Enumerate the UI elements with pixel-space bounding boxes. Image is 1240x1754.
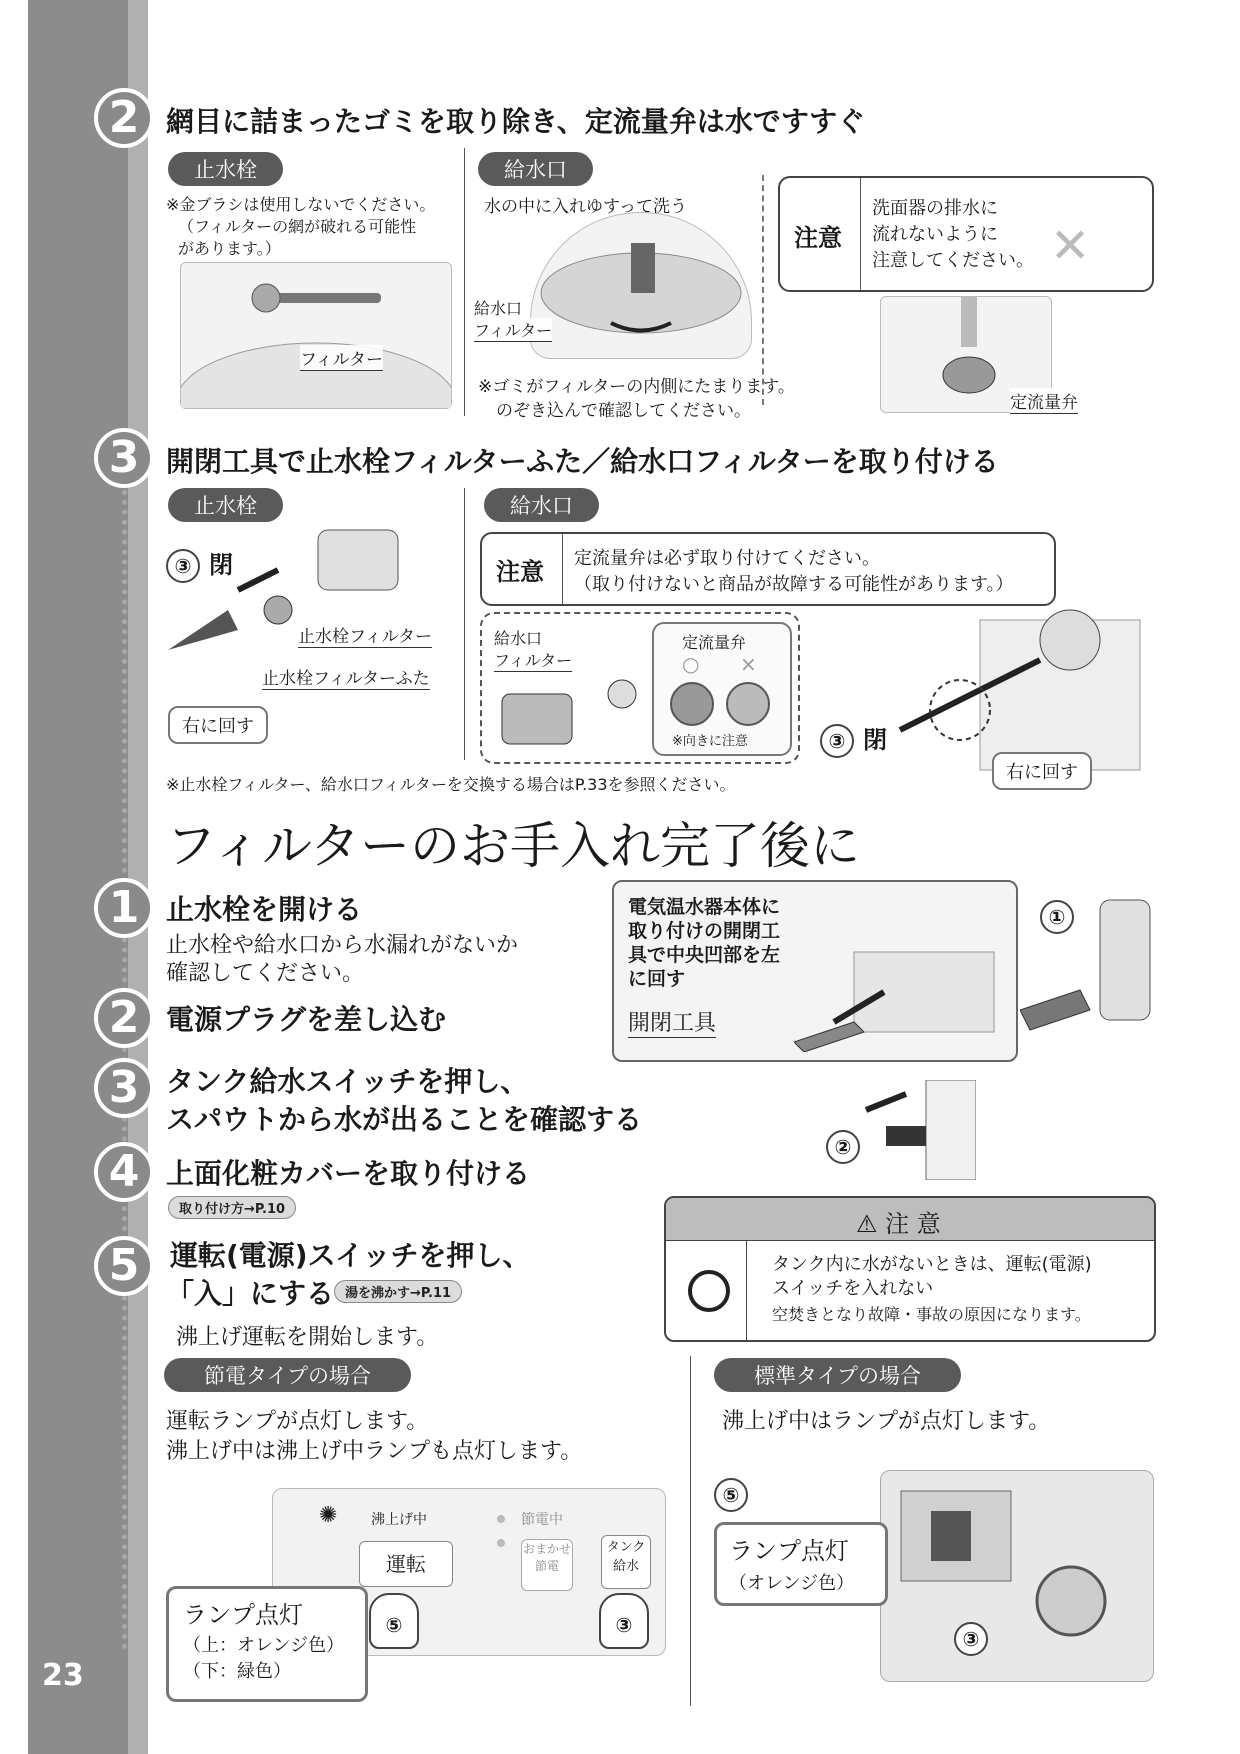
basin-illustration	[531, 213, 751, 358]
turn-right-callout: 右に回す	[992, 752, 1092, 790]
step-desc: 沸上げ運転を開始します。	[176, 1325, 439, 1350]
circle-number: ②	[826, 1130, 860, 1164]
auto-save-button[interactable]	[521, 1539, 573, 1591]
section-title: 開閉工具で止水栓フィルターふた／給水口フィルターを取り付ける	[166, 445, 999, 478]
footnote: ※止水栓フィルター、給水口フィルターを交換する場合はP.33を参照ください。	[166, 775, 736, 794]
step-title: 止水栓を開ける	[166, 893, 363, 926]
column-divider	[464, 488, 465, 760]
footnote: のぞき込んで確認してください。	[496, 401, 751, 421]
sidebar-stripe	[128, 0, 148, 1754]
step-title: スパウトから水が出ることを確認する	[166, 1103, 643, 1136]
caution-text: 洗面器の排水に	[872, 198, 998, 219]
turn-right-callout: 右に回す	[168, 706, 268, 744]
inlet-label: フィルター	[494, 648, 572, 672]
warning-title-text: 注 意	[885, 1210, 941, 1238]
page-ref[interactable]: 取り付け方→P.10	[168, 1196, 296, 1219]
illustration-plug	[826, 1080, 976, 1180]
cover-label: 止水栓フィルターふた	[262, 664, 430, 690]
lamp-burst-icon: ✺	[319, 1503, 338, 1528]
illustration-basin	[530, 212, 752, 359]
caution-heading: 注意	[794, 224, 842, 252]
lamp-label: ランプ点灯	[183, 1601, 303, 1629]
label-pill: 節電タイプの場合	[164, 1358, 411, 1392]
stopcock-open-illustration	[1020, 880, 1170, 1050]
press-number: ③	[615, 1613, 633, 1637]
valve-title: 定流量弁	[682, 633, 747, 652]
circle-number: ③	[166, 549, 200, 583]
warning-text: 空焚きとなり故障・事故の原因になります。	[772, 1305, 1091, 1324]
lamp-color: （オレンジ色）	[729, 1573, 855, 1594]
prohibited-icon	[688, 1270, 730, 1312]
standard-desc: 沸上げ中はランプが点灯します。	[722, 1409, 1051, 1434]
page-ref[interactable]: 湯を沸かす→P.11	[334, 1280, 462, 1303]
saving-desc: 沸上げ中は沸上げ中ランプも点灯します。	[166, 1439, 583, 1464]
page-number: 23	[42, 1658, 84, 1693]
label-pill: 給水口	[478, 152, 593, 186]
tool-text: 具で中央凹部を左	[628, 944, 781, 966]
step-title: タンク給水スイッチを押し、	[166, 1065, 529, 1098]
circle-number: ①	[1040, 900, 1074, 934]
step-title: 電源プラグを差し込む	[166, 1003, 447, 1036]
ng-mark: ×	[740, 652, 757, 676]
illustration-stopcock-open	[1020, 880, 1170, 1050]
label-pill: 止水栓	[168, 152, 283, 186]
label-pill: 止水栓	[168, 488, 283, 522]
fig-label: フィルター	[474, 318, 552, 342]
lamp-callout	[714, 1522, 888, 1606]
step-desc: 止水栓や給水口から水漏れがないか	[166, 933, 519, 958]
lamp-callout	[166, 1586, 368, 1702]
filter-label: フィルター	[300, 345, 383, 371]
tank-fill-button[interactable]	[601, 1535, 651, 1589]
tool-text: 取り付けの開閉工	[628, 920, 781, 942]
panel-label: 節電中	[521, 1512, 563, 1528]
step-title: 運転(電源)スイッチを押し、	[170, 1239, 531, 1272]
ok-mark: ○	[682, 652, 700, 676]
circle-number: ③	[954, 1622, 988, 1656]
step-title: 「入」にする	[166, 1277, 335, 1310]
finger-press-icon	[369, 1593, 419, 1649]
step-desc: 確認してください。	[166, 961, 365, 986]
auto-save-label: おまかせ	[522, 1542, 571, 1556]
close-label: 閉	[209, 551, 234, 579]
column-divider	[464, 148, 465, 416]
label-pill: 給水口	[484, 488, 599, 522]
caution-box	[778, 176, 1154, 292]
circle-number: ③	[820, 724, 854, 758]
inlet-label: 給水口	[494, 629, 543, 648]
tool-name: 開閉工具	[628, 1006, 716, 1038]
step-number: 3	[94, 428, 154, 488]
note: ※金ブラシは使用しないでください。	[166, 195, 436, 214]
step-number: 5	[94, 1236, 154, 1296]
tool-text: に回す	[628, 968, 686, 990]
saving-desc: 運転ランプが点灯します。	[166, 1409, 429, 1434]
valve-orientation-box	[652, 622, 792, 756]
valve-label: 定流量弁	[1010, 388, 1078, 414]
tool-text: 電気温水器本体に	[628, 896, 781, 918]
valve-ok-icon	[670, 682, 714, 726]
caution-divider	[860, 178, 861, 290]
fig-label: 給水口	[474, 299, 523, 318]
column-divider	[690, 1356, 691, 1706]
indicator-dot	[497, 1515, 505, 1523]
standard-panel-illustration	[881, 1471, 1153, 1681]
valve-ng-icon	[726, 682, 770, 726]
step-number: 2	[94, 988, 154, 1048]
caution-text: 定流量弁は必ず取り付けてください。	[574, 548, 880, 569]
warning-box	[664, 1196, 1156, 1342]
illustration-brush	[180, 262, 452, 409]
footnote: ※ゴミがフィルターの内側にたまります。	[478, 377, 795, 397]
close-label: 閉	[863, 726, 888, 754]
step-title: 上面化粧カバーを取り付ける	[166, 1157, 531, 1190]
orientation-note: ※向きに注意	[672, 734, 748, 749]
caution-heading: 注意	[496, 558, 544, 586]
step-number: 4	[94, 1142, 154, 1202]
inlet-filter-illustration	[492, 674, 642, 754]
label-pill: 標準タイプの場合	[714, 1358, 961, 1392]
run-button[interactable]: 運転	[359, 1541, 453, 1587]
note: があります。）	[178, 239, 281, 258]
note: 水の中に入れゆすって洗う	[484, 197, 687, 217]
caution-text: 流れないように	[872, 224, 998, 245]
lamp-label: ランプ点灯	[729, 1537, 849, 1565]
step-number: 3	[94, 1058, 154, 1118]
warning-text: スイッチを入れない	[772, 1278, 934, 1299]
panel-label: 沸上げ中	[371, 1512, 427, 1528]
tank-fill-label: 給水	[612, 1559, 639, 1574]
inlet-detail-box	[480, 612, 800, 764]
circle-number: ⑤	[714, 1478, 748, 1512]
caution-divider	[562, 534, 563, 604]
lamp-color: （上：オレンジ色）	[183, 1635, 345, 1656]
prohibit-cross-icon: ✕	[1050, 218, 1091, 274]
filter-label: 止水栓フィルター	[298, 622, 432, 648]
warning-triangle-icon: ⚠	[856, 1210, 886, 1238]
page-heading: フィルターのお手入れ完了後に	[166, 817, 860, 875]
finger-press-icon	[599, 1593, 649, 1649]
section-title: 網目に詰まったゴミを取り除き、定流量弁は水ですすぐ	[166, 105, 866, 138]
warning-title	[856, 1204, 941, 1239]
lamp-color: （下：緑色）	[183, 1661, 291, 1682]
warning-divider	[746, 1240, 747, 1340]
press-number: ⑤	[385, 1613, 403, 1637]
dashed-divider	[762, 175, 764, 405]
tool-illustration	[794, 922, 1004, 1052]
illustration-standard-panel	[880, 1470, 1154, 1682]
tank-fill-label: タンク	[606, 1540, 646, 1555]
step-number: 2	[94, 88, 154, 148]
caution-text: （取り付けないと商品が故障する可能性があります。）	[574, 574, 1014, 595]
auto-save-label: 節電	[534, 1559, 559, 1573]
indicator-dot	[497, 1539, 505, 1547]
warning-text: タンク内に水がないときは、運転(電源)	[772, 1254, 1092, 1275]
brush-illustration	[181, 263, 451, 408]
note: （フィルターの網が破れる可能性	[178, 217, 417, 236]
close-indicator	[820, 720, 887, 758]
caution-text: 注意してください。	[872, 250, 1034, 271]
step-number: 1	[94, 878, 154, 938]
tool-instruction-box	[612, 880, 1018, 1062]
